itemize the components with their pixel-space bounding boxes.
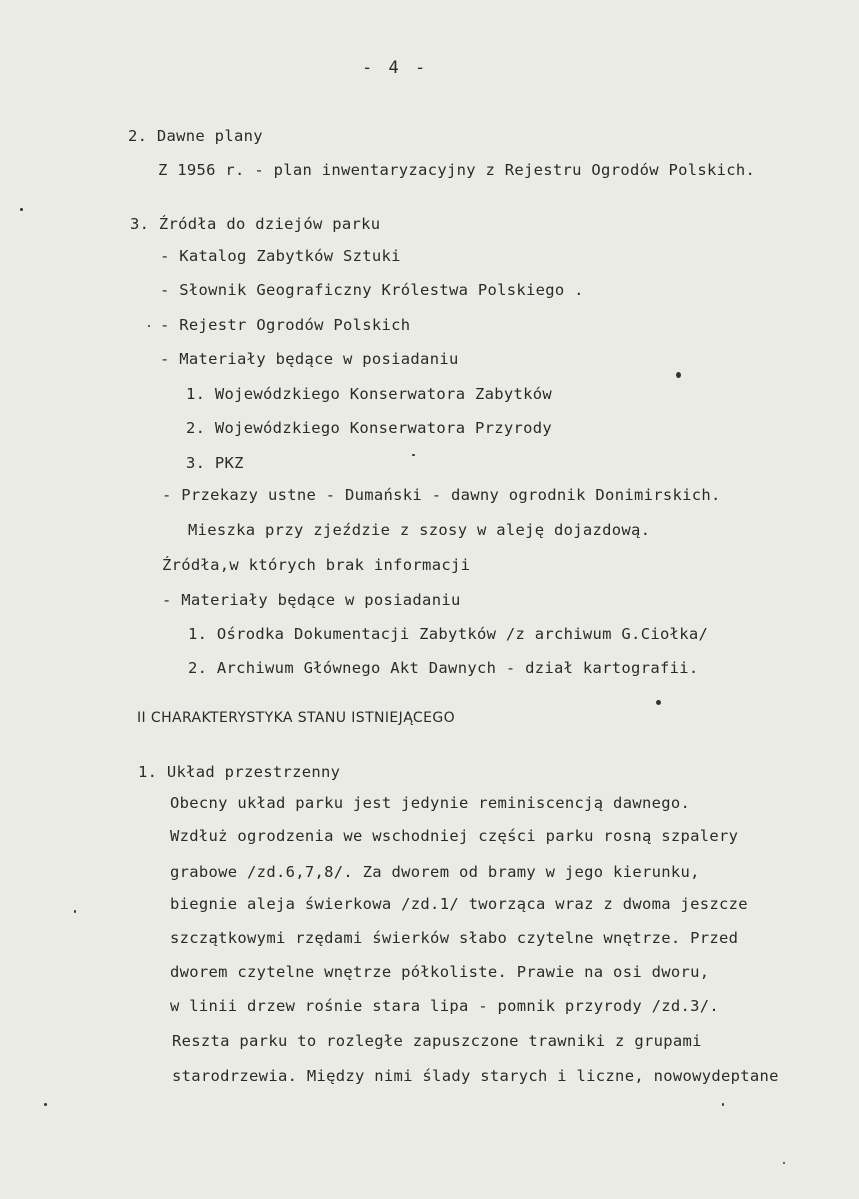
scan-speck	[656, 700, 661, 705]
list-item: 3. PKZ	[186, 454, 244, 472]
list-item: 1. Wojewódzkiego Konserwatora Zabytków	[186, 385, 553, 403]
list-item: - Materiały będące w posiadaniu	[162, 591, 461, 609]
paragraph-line: Wzdłuż ogrodzenia we wschodniej części parku rosną szpalery	[170, 827, 739, 845]
section-uklad-przestrzenny: 1. Układ przestrzenny	[138, 763, 341, 781]
scan-speck	[722, 1103, 724, 1106]
scan-speck	[148, 325, 150, 327]
list-item: - Słownik Geograficzny Królestwa Polskiego .	[160, 281, 584, 299]
subsection-brak-informacji: Źródła,w których brak informacji	[162, 556, 471, 574]
page-number: - 4 -	[362, 58, 429, 78]
chapter-heading: II CHARAKTERYSTYKA STANU ISTNIEJĄCEGO	[137, 710, 456, 726]
paragraph-line: Reszta parku to rozległe zapuszczone trawniki z grupami	[172, 1032, 702, 1050]
scan-speck	[412, 454, 415, 456]
section-dawne-plany: 2. Dawne plany	[128, 127, 263, 145]
scan-speck	[783, 1162, 785, 1164]
text-line: Z 1956 r. - plan inwentaryzacyjny z Rejestru Ogrodów Polskich.	[158, 161, 756, 179]
paragraph-line: starodrzewia. Między nimi ślady starych i liczne, nowowydeptane	[172, 1067, 779, 1085]
paragraph-line: Obecny układ parku jest jedynie reminiscencją dawnego.	[170, 794, 691, 812]
scan-speck	[44, 1103, 47, 1106]
paragraph-line: grabowe /zd.6,7,8/. Za dworem od bramy w jego kierunku,	[170, 863, 700, 881]
paragraph-line: dworem czytelne wnętrze półkoliste. Prawie na osi dworu,	[170, 963, 710, 981]
scan-speck	[676, 372, 681, 378]
list-item: - Przekazy ustne - Dumański - dawny ogrodnik Donimirskich.	[162, 486, 721, 504]
list-item: 2. Wojewódzkiego Konserwatora Przyrody	[186, 419, 553, 437]
list-item: - Materiały będące w posiadaniu	[160, 350, 459, 368]
scan-speck	[74, 910, 76, 913]
list-item: - Rejestr Ogrodów Polskich	[160, 316, 411, 334]
list-item: - Katalog Zabytków Sztuki	[160, 247, 401, 265]
scan-speck	[20, 208, 23, 211]
list-item: 1. Ośrodka Dokumentacji Zabytków /z archiwum G.Ciołka/	[188, 625, 709, 643]
paragraph-line: w linii drzew rośnie stara lipa - pomnik przyrody /zd.3/.	[170, 997, 720, 1015]
paragraph-line: biegnie aleja świerkowa /zd.1/ tworząca wraz z dwoma jeszcze	[170, 895, 748, 913]
text-line: Mieszka przy zjeździe z szosy w aleję dojazdową.	[188, 521, 651, 539]
list-item: 2. Archiwum Głównego Akt Dawnych - dział kartografii.	[188, 659, 699, 677]
paragraph-line: szczątkowymi rzędami świerków słabo czytelne wnętrze. Przed	[170, 929, 739, 947]
section-zrodla: 3. Źródła do dziejów parku	[130, 215, 381, 233]
